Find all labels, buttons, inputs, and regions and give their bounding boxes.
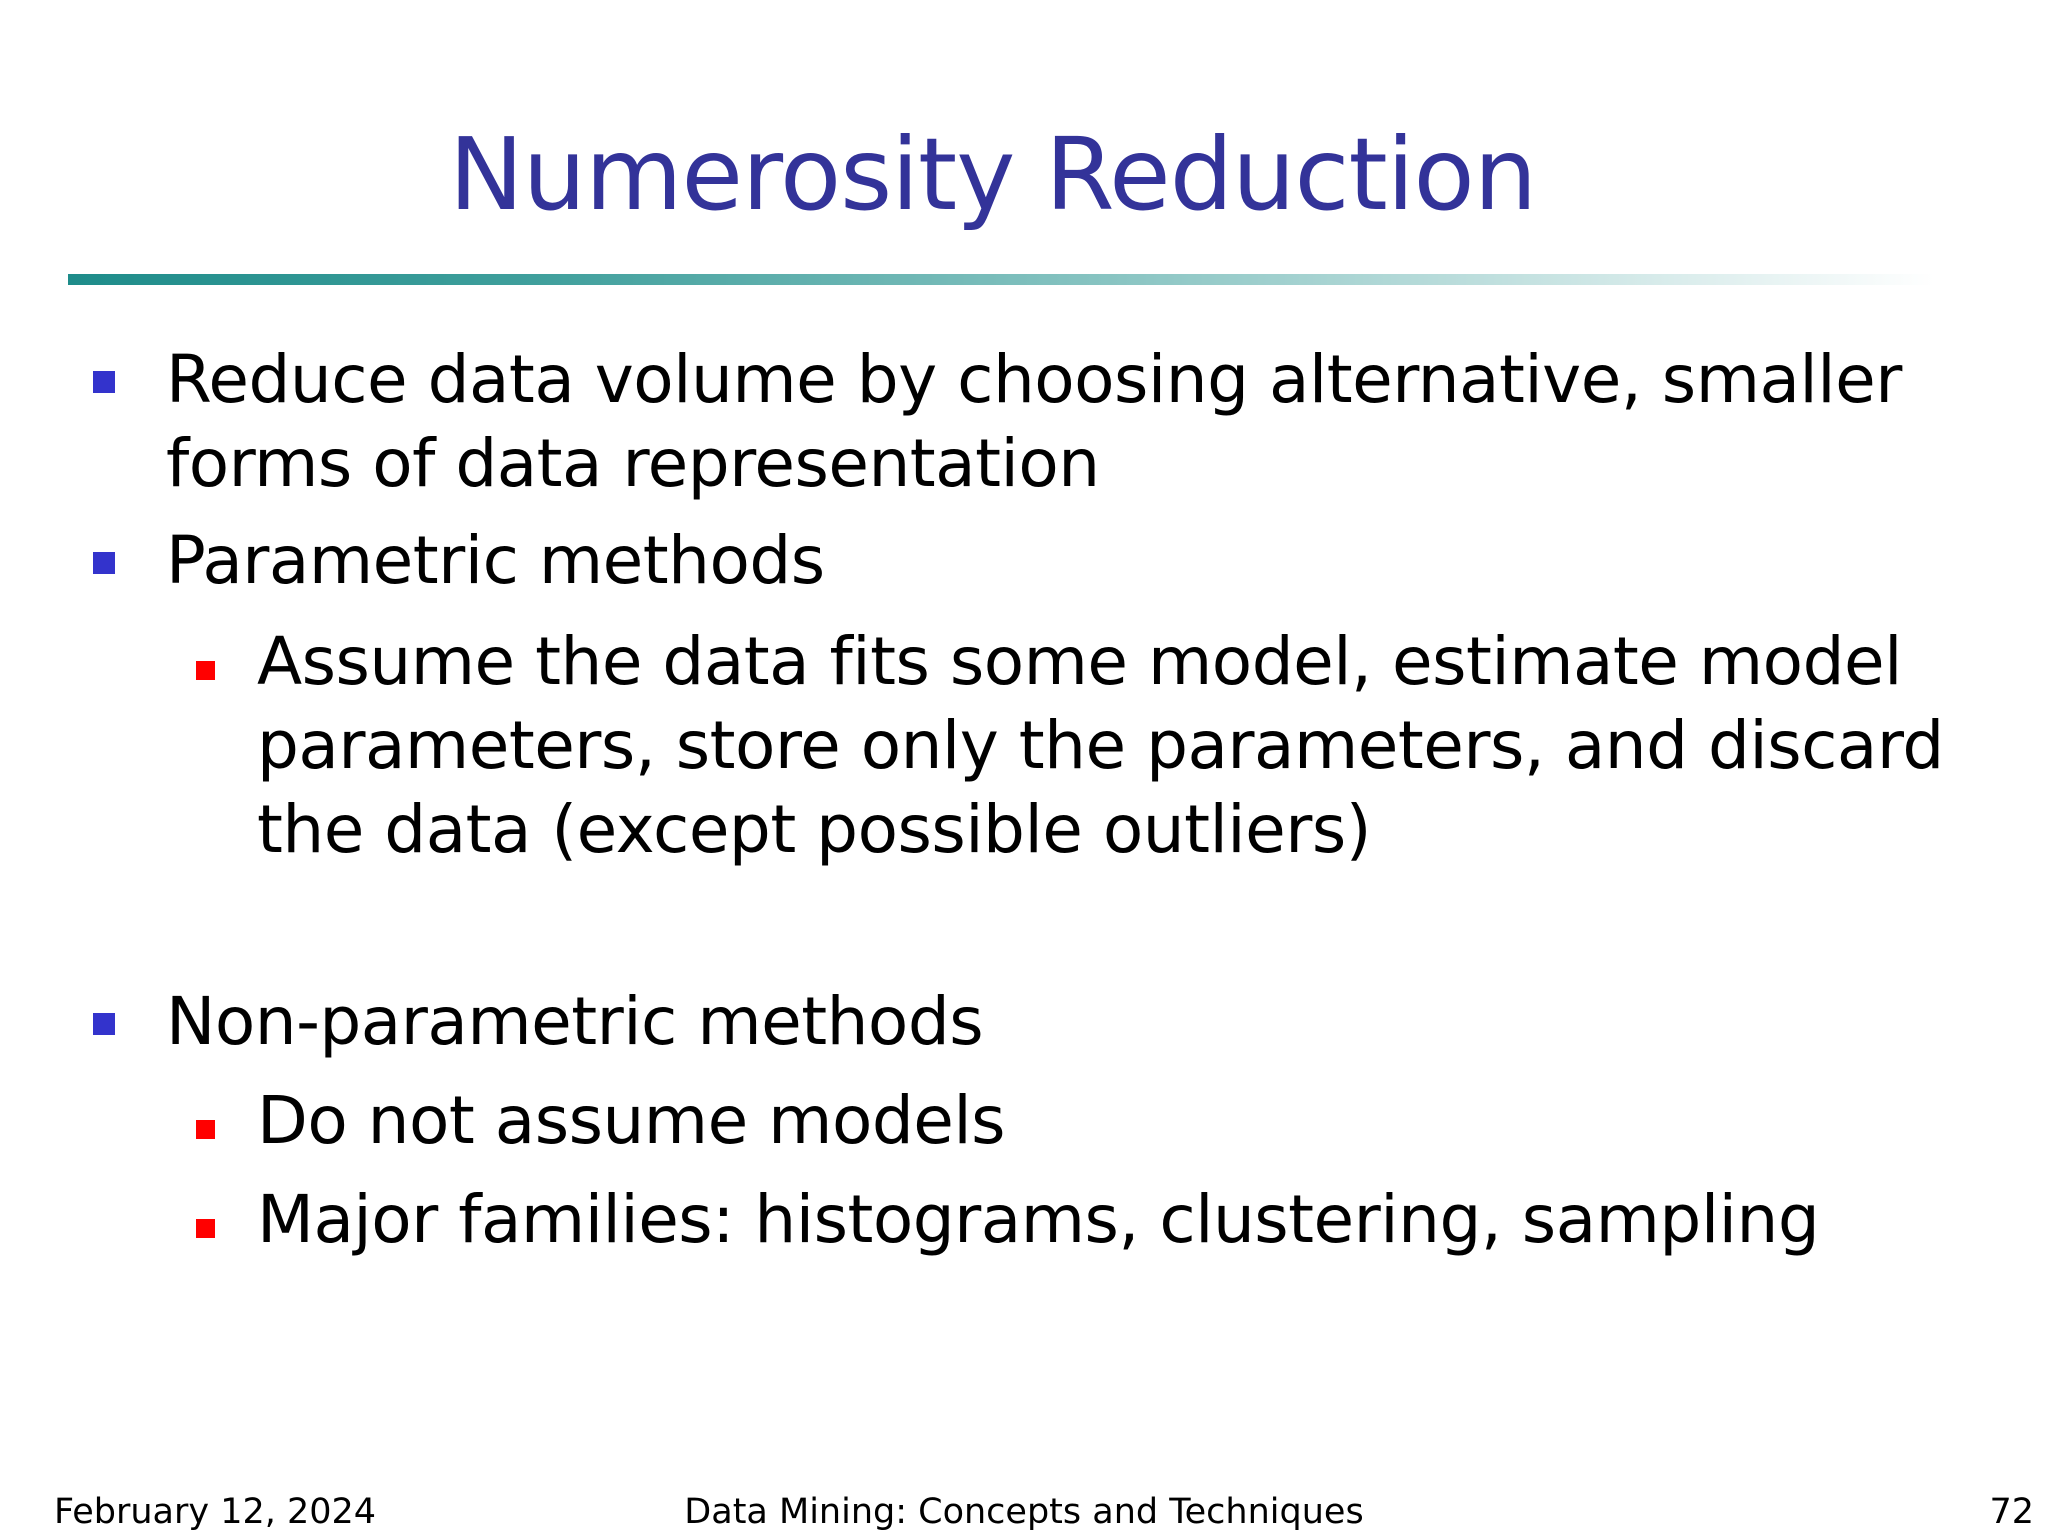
square-bullet-icon: [93, 1013, 115, 1035]
subbullet-item: Assume the data fits some model, estimate model parameters, store only the parameters, and discard the data (except possible outliers): [257, 623, 1944, 868]
subbullet-item: Major families: histograms, clustering, sampling: [257, 1181, 1820, 1258]
page-number: 72: [1989, 1492, 2034, 1532]
footer-course-title: Data Mining: Concepts and Techniques: [684, 1492, 1364, 1532]
slide-title: Numerosity Reduction: [448, 116, 1537, 233]
bullet-item: Parametric methods: [166, 522, 825, 599]
footer-date: February 12, 2024: [54, 1492, 377, 1532]
subbullet-item: Do not assume models: [257, 1082, 1006, 1159]
bullet-item: Non-parametric methods: [166, 983, 984, 1060]
square-bullet-icon: [93, 371, 115, 393]
square-subbullet-icon: [196, 1120, 215, 1139]
square-subbullet-icon: [196, 661, 215, 680]
square-bullet-icon: [93, 552, 115, 574]
square-subbullet-icon: [196, 1219, 215, 1238]
bullet-item: Reduce data volume by choosing alternative, smaller forms of data representation: [166, 341, 1902, 502]
